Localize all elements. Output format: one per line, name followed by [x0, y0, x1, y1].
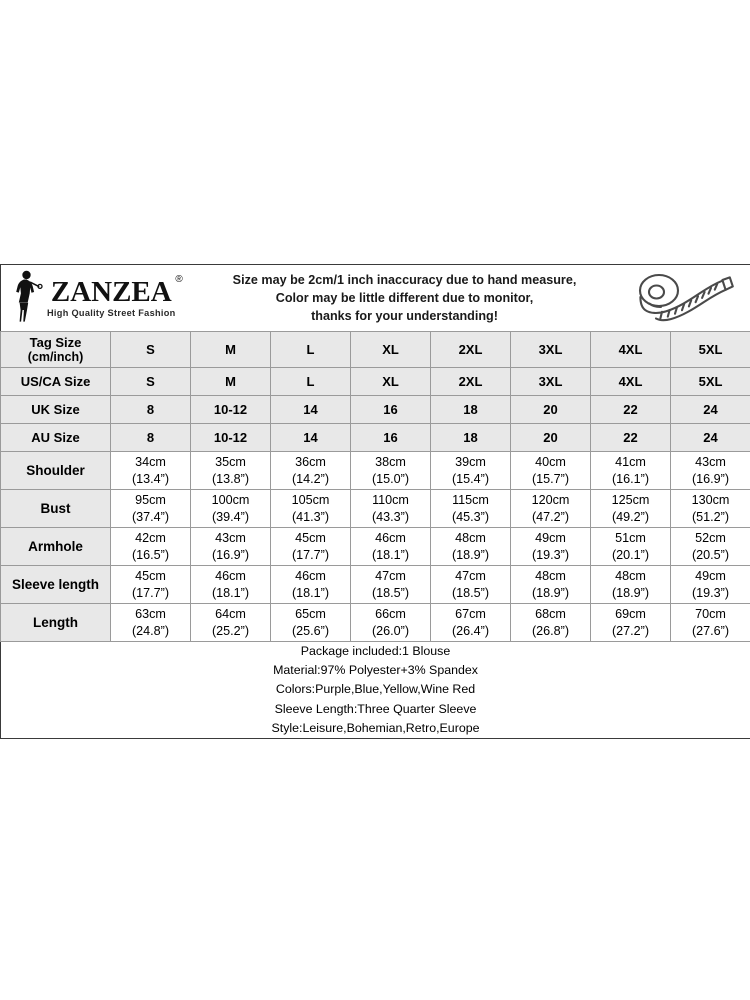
cell-length-4xl: [591, 604, 671, 642]
value-inch: (20.5”): [691, 547, 730, 562]
detail-material: Material:97% Polyester+3% Spandex: [273, 663, 478, 678]
cell-shoulder-2xl: [431, 452, 511, 490]
cell-sleeve-3xl: [511, 566, 591, 604]
value-cm: 68cm: [535, 607, 566, 622]
value-cm: 41cm: [615, 455, 646, 470]
value-cm: 100cm: [211, 493, 250, 508]
brand-wordmark: [47, 273, 183, 318]
cell-tag-size-3xl: 3XL: [511, 332, 591, 368]
value-inch: (43.3”): [371, 509, 410, 524]
value-inch: (18.1”): [371, 547, 410, 562]
row-label-length: Length: [1, 604, 111, 642]
cell-au-xl: 16: [351, 424, 431, 452]
value-inch: (41.3”): [291, 509, 330, 524]
value-cm: 95cm: [135, 493, 166, 508]
cell-uk-l: 14: [271, 396, 351, 424]
banner: [1, 265, 750, 331]
cell-length-s: [111, 604, 191, 642]
registered-mark-icon: ®: [175, 273, 183, 285]
value-inch: (20.1”): [611, 547, 650, 562]
cell-us-ca-2xl: 2XL: [431, 368, 511, 396]
cell-uk-4xl: 22: [591, 396, 671, 424]
cell-au-4xl: 22: [591, 424, 671, 452]
value-inch: (49.2”): [611, 509, 650, 524]
value-inch: (19.3”): [691, 585, 730, 600]
cell-us-ca-3xl: 3XL: [511, 368, 591, 396]
notice-line-3: thanks for your understanding!: [311, 309, 498, 324]
cell-bust-2xl: [431, 490, 511, 528]
cell-shoulder-xl: [351, 452, 431, 490]
value-cm: 36cm: [295, 455, 326, 470]
cell-armhole-5xl: [671, 528, 750, 566]
cell-au-2xl: 18: [431, 424, 511, 452]
value-inch: (26.8”): [531, 623, 570, 638]
cell-bust-l: [271, 490, 351, 528]
table-row-tag-size: [1, 332, 750, 368]
cell-armhole-3xl: [511, 528, 591, 566]
value-cm: 47cm: [455, 569, 486, 584]
value-inch: (18.5”): [451, 585, 490, 600]
table-row-bust: [1, 490, 750, 528]
value-inch: (25.2”): [211, 623, 250, 638]
value-inch: (14.2”): [291, 471, 330, 486]
cell-sleeve-2xl: [431, 566, 511, 604]
value-cm: 45cm: [295, 531, 326, 546]
value-inch: (24.8”): [131, 623, 170, 638]
brand-name-text: ZANZEA: [50, 275, 172, 308]
value-cm: 65cm: [295, 607, 326, 622]
detail-colors: Colors:Purple,Blue,Yellow,Wine Red: [275, 682, 476, 697]
product-details: [1, 642, 750, 739]
cell-us-ca-4xl: 4XL: [591, 368, 671, 396]
value-inch: (17.7”): [131, 585, 170, 600]
value-cm: 34cm: [135, 455, 166, 470]
cell-sleeve-4xl: [591, 566, 671, 604]
value-inch: (19.3”): [531, 547, 570, 562]
value-cm: 46cm: [295, 569, 326, 584]
cell-bust-m: [191, 490, 271, 528]
value-inch: (39.4”): [211, 509, 250, 524]
value-cm: 40cm: [535, 455, 566, 470]
size-chart-table: [0, 264, 750, 739]
value-cm: 49cm: [695, 569, 726, 584]
cell-uk-xl: 16: [351, 396, 431, 424]
value-inch: (27.2”): [611, 623, 650, 638]
value-inch: (25.6”): [291, 623, 330, 638]
value-cm: 48cm: [455, 531, 486, 546]
measuring-tape-icon: [622, 272, 742, 324]
cell-sleeve-m: [191, 566, 271, 604]
brand-tagline: High Quality Street Fashion: [47, 307, 176, 318]
value-cm: 64cm: [215, 607, 246, 622]
cell-au-3xl: 20: [511, 424, 591, 452]
cell-sleeve-xl: [351, 566, 431, 604]
measurement-notice: [187, 271, 622, 326]
table-row-uk-size: [1, 396, 750, 424]
value-inch: (15.4”): [451, 471, 490, 486]
cell-armhole-s: [111, 528, 191, 566]
value-inch: (27.6”): [691, 623, 730, 638]
value-cm: 38cm: [375, 455, 406, 470]
table-row-armhole: [1, 528, 750, 566]
cell-length-3xl: [511, 604, 591, 642]
value-cm: 43cm: [215, 531, 246, 546]
table-row-au-size: [1, 424, 750, 452]
cell-uk-5xl: 24: [671, 396, 750, 424]
value-cm: 70cm: [695, 607, 726, 622]
woman-silhouette-icon: [11, 269, 45, 328]
banner-cell: [1, 265, 750, 332]
value-cm: 42cm: [135, 531, 166, 546]
value-inch: (26.0”): [371, 623, 410, 638]
table-row-us-ca-size: [1, 368, 750, 396]
value-cm: 130cm: [691, 493, 730, 508]
value-inch: (13.8”): [211, 471, 250, 486]
row-label-sleeve-length: Sleeve length: [1, 566, 111, 604]
value-inch: (13.4”): [131, 471, 170, 486]
row-label-text: Tag Size: [29, 335, 82, 350]
cell-au-s: 8: [111, 424, 191, 452]
detail-style: Style:Leisure,Bohemian,Retro,Europe: [271, 720, 480, 735]
value-inch: (47.2”): [531, 509, 570, 524]
cell-shoulder-s: [111, 452, 191, 490]
value-inch: (18.9”): [531, 585, 570, 600]
cell-au-l: 14: [271, 424, 351, 452]
cell-armhole-m: [191, 528, 271, 566]
size-chart-container: [0, 264, 750, 739]
value-cm: 48cm: [535, 569, 566, 584]
cell-length-xl: [351, 604, 431, 642]
value-inch: (16.5”): [131, 547, 170, 562]
value-cm: 47cm: [375, 569, 406, 584]
value-cm: 46cm: [215, 569, 246, 584]
value-cm: 35cm: [215, 455, 246, 470]
cell-tag-size-m: M: [191, 332, 271, 368]
value-cm: 105cm: [291, 493, 330, 508]
notice-line-2: Color may be little different due to monitor,: [275, 290, 534, 305]
value-inch: (18.1”): [211, 585, 250, 600]
value-cm: 69cm: [615, 607, 646, 622]
cell-us-ca-m: M: [191, 368, 271, 396]
cell-uk-s: 8: [111, 396, 191, 424]
cell-shoulder-3xl: [511, 452, 591, 490]
value-inch: (16.9”): [691, 471, 730, 486]
value-inch: (45.3”): [451, 509, 490, 524]
value-inch: (15.0”): [371, 471, 410, 486]
table-row-sleeve-length: [1, 566, 750, 604]
notice-line-1: Size may be 2cm/1 inch inaccuracy due to hand measure,: [232, 272, 577, 287]
cell-sleeve-s: [111, 566, 191, 604]
cell-length-l: [271, 604, 351, 642]
row-label-sub: (cm/inch): [27, 350, 84, 364]
cell-tag-size-5xl: 5XL: [671, 332, 750, 368]
cell-bust-5xl: [671, 490, 750, 528]
cell-uk-3xl: 20: [511, 396, 591, 424]
cell-uk-m: 10-12: [191, 396, 271, 424]
value-cm: 115cm: [452, 493, 489, 508]
value-cm: 66cm: [375, 607, 406, 622]
cell-length-2xl: [431, 604, 511, 642]
cell-tag-size-xl: XL: [351, 332, 431, 368]
cell-tag-size-l: L: [271, 332, 351, 368]
value-cm: 46cm: [375, 531, 406, 546]
value-cm: 49cm: [535, 531, 566, 546]
value-cm: 39cm: [455, 455, 486, 470]
cell-bust-3xl: [511, 490, 591, 528]
detail-package: Package included:1 Blouse: [300, 644, 451, 658]
cell-shoulder-5xl: [671, 452, 750, 490]
cell-tag-size-2xl: 2XL: [431, 332, 511, 368]
cell-armhole-xl: [351, 528, 431, 566]
row-label-uk-size: UK Size: [1, 396, 111, 424]
cell-armhole-4xl: [591, 528, 671, 566]
value-cm: 45cm: [135, 569, 166, 584]
value-inch: (26.4”): [451, 623, 490, 638]
cell-length-m: [191, 604, 271, 642]
value-cm: 110cm: [372, 493, 409, 508]
cell-tag-size-4xl: 4XL: [591, 332, 671, 368]
row-label-shoulder: Shoulder: [1, 452, 111, 490]
value-cm: 51cm: [615, 531, 646, 546]
table-row-shoulder: [1, 452, 750, 490]
cell-au-m: 10-12: [191, 424, 271, 452]
value-cm: 48cm: [615, 569, 646, 584]
cell-au-5xl: 24: [671, 424, 750, 452]
value-cm: 43cm: [695, 455, 726, 470]
cell-bust-4xl: [591, 490, 671, 528]
row-label-au-size: AU Size: [1, 424, 111, 452]
cell-shoulder-l: [271, 452, 351, 490]
row-label-armhole: Armhole: [1, 528, 111, 566]
cell-sleeve-5xl: [671, 566, 750, 604]
banner-row: [1, 265, 750, 332]
cell-bust-xl: [351, 490, 431, 528]
cell-armhole-2xl: [431, 528, 511, 566]
cell-us-ca-5xl: 5XL: [671, 368, 750, 396]
brand-logo: [11, 269, 187, 328]
cell-bust-s: [111, 490, 191, 528]
cell-uk-2xl: 18: [431, 396, 511, 424]
detail-sleeve-length: Sleeve Length:Three Quarter Sleeve: [274, 701, 477, 716]
value-inch: (18.5”): [371, 585, 410, 600]
value-inch: (16.9”): [211, 547, 250, 562]
value-inch: (51.2”): [691, 509, 730, 524]
cell-shoulder-m: [191, 452, 271, 490]
value-cm: 125cm: [611, 493, 650, 508]
value-inch: (15.7”): [531, 471, 570, 486]
brand-name: [50, 273, 183, 308]
row-label-tag-size: [1, 332, 111, 368]
table-row-length: [1, 604, 750, 642]
value-inch: (18.9”): [451, 547, 490, 562]
cell-sleeve-l: [271, 566, 351, 604]
cell-tag-size-s: S: [111, 332, 191, 368]
value-inch: (16.1”): [611, 471, 650, 486]
cell-shoulder-4xl: [591, 452, 671, 490]
value-cm: 67cm: [455, 607, 486, 622]
cell-us-ca-l: L: [271, 368, 351, 396]
value-inch: (17.7”): [291, 547, 330, 562]
cell-length-5xl: [671, 604, 750, 642]
product-details-row: [1, 642, 750, 739]
row-label-bust: Bust: [1, 490, 111, 528]
cell-us-ca-xl: XL: [351, 368, 431, 396]
value-inch: (18.1”): [291, 585, 330, 600]
value-cm: 63cm: [135, 607, 166, 622]
cell-us-ca-s: S: [111, 368, 191, 396]
cell-armhole-l: [271, 528, 351, 566]
value-inch: (18.9”): [611, 585, 650, 600]
value-cm: 52cm: [695, 531, 726, 546]
value-inch: (37.4”): [131, 509, 170, 524]
row-label-us-ca-size: US/CA Size: [1, 368, 111, 396]
value-cm: 120cm: [531, 493, 570, 508]
